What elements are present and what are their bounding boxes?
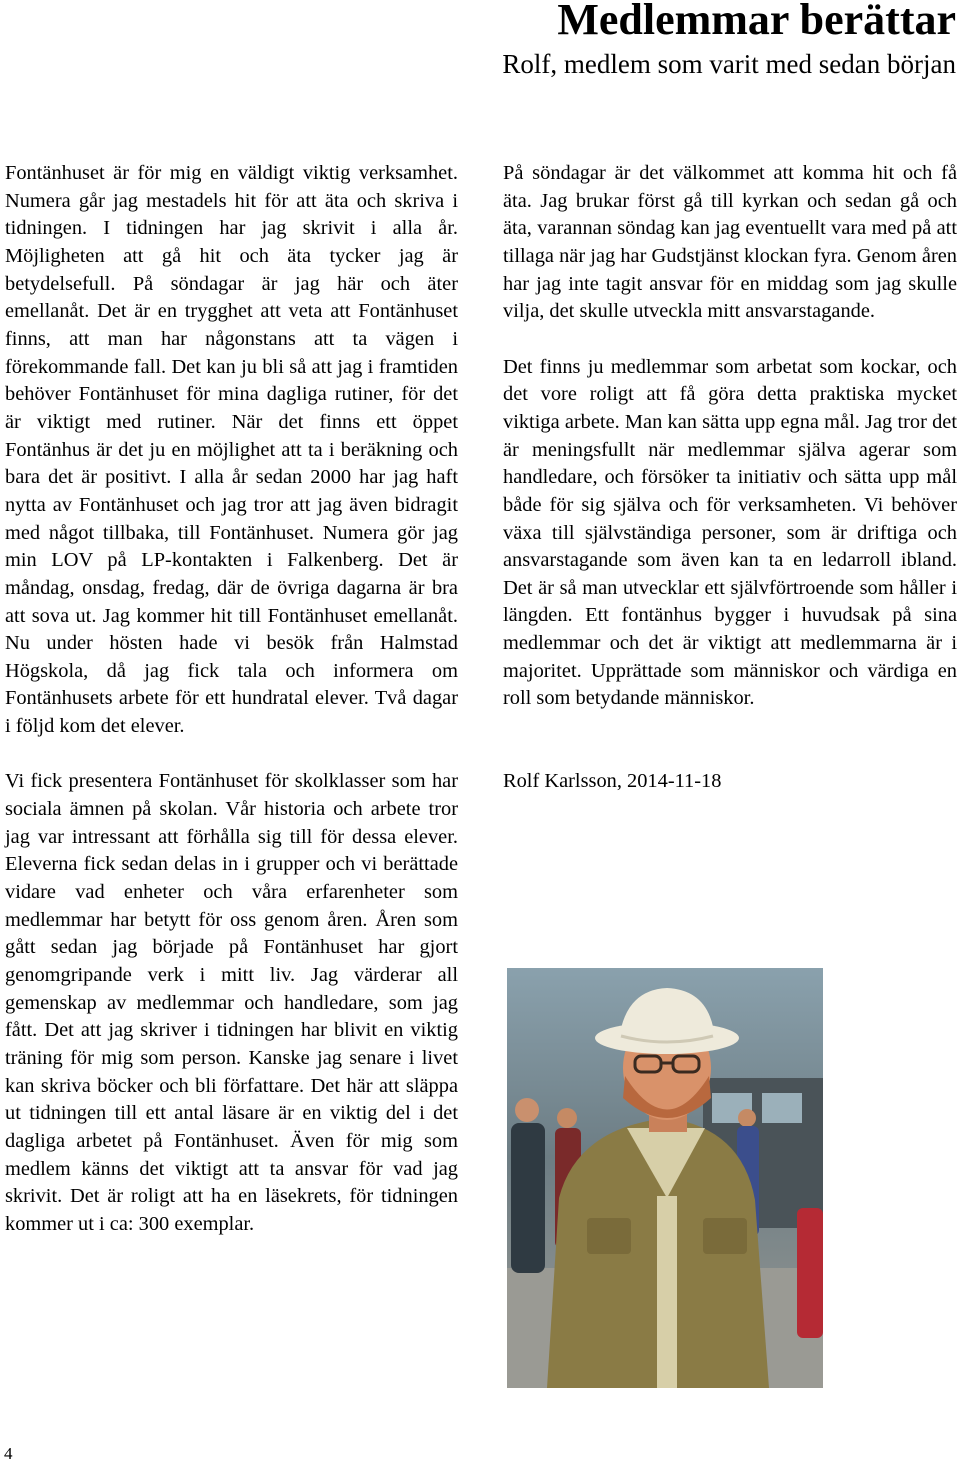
left-paragraph-2: Vi fick presentera Fontänhuset för skolklasser som har sociala ämnen på skolan. Vår historia och arbete tror jag var intressant att förhålla sig till för dessa elever. Eleverna fick sedan delas in i grupper och vi berättade vidare vad enheter och våra erfarenheter som medlemmar har betytt för oss genom åren. Åren som gått sedan jag började på Fontänhuset har gjort genomgripande verk i mitt liv. Jag värderar all gemenskap av medlemmar och handledare, som jag fått. Det att jag skriver i tidningen har blivit en viktig träning för mig som person. Kanske jag senare i livet kan skriva böcker och bli författare. Det här att släppa ut tidningen till ett antal läsare är en viktig del i det dagliga arbetet på Fontänhuset. Även för mig som medlem känns det viktigt att ta ansvar för vad jag skrivit. Det är roligt att ha en läsekrets, för tidningen kommer ut i ca: 300 exemplar. bbox=[5, 770, 458, 1235]
right-paragraph-1: På söndagar är det välkommet att komma hit och få äta. Jag brukar först gå till kyrkan och sedan gå och äta, varannan söndag kan jag eventuellt vara med på att tillaga när jag har Gudstjänst klockan fyra. Genom åren har jag inte tagit ansvar för en middag som jag skulle vilja, det skulle utveckla mitt ansvarstagande. bbox=[503, 162, 957, 323]
page-title: Medlemmar berättar bbox=[557, 0, 956, 44]
header bbox=[502, 0, 956, 80]
right-column bbox=[503, 160, 957, 796]
page-number: 4 bbox=[4, 1444, 13, 1463]
left-column bbox=[5, 160, 458, 1239]
left-paragraph-1: Fontänhuset är för mig en väldigt viktig verksamhet. Numera går jag mestadels hit för att äta och skriva i tidningen. I tidningen har jag skrivit i alla år. Möjligheten att gå hit och äta tycker jag är betydelsefull. På söndagar är jag här och äter emellanåt. Det är en trygghet att veta att Fontänhuset finns, att man har någonstans att ta vägen i förekommande fall. Det kan ju bli så att jag i framtiden behöver Fontänhuset för mina dagliga rutiner, för det är viktigt med rutiner. När det finns ett öppet Fontänhus är det ju en möjlighet att ta i beräkning och bara det är positivt. I alla år sedan 2000 har jag haft nytta av Fontänhuset och jag tror att jag även bidragit med något tillbaka, till Fontänhuset. Numera gör jag min LOV på LP-kontakten i Falkenberg. Det är måndag, onsdag, fredag, där de övriga dagarna är bra att sova ut. Jag kommer hit till Fontänhuset emellanåt. Nu under hösten hade vi besök från Halmstad Högskola, då jag fick tala och informera om Fontänhusets arbete för ett hundratal elever. Två dagar i följd kom det elever. bbox=[5, 162, 458, 738]
portrait-photo-icon bbox=[507, 968, 823, 1388]
author-signature: Rolf Karlsson, 2014-11-18 bbox=[503, 770, 722, 793]
page-subtitle: Rolf, medlem som varit med sedan början bbox=[502, 49, 956, 79]
right-paragraph-2: Det finns ju medlemmar som arbetat som kockar, och det vore roligt att få göra detta praktiska mycket viktiga arbete. Man kan sätta upp egna mål. Jag tror det är meningsfullt när medlemmar själva agerar som handledare, och försöker ta initiativ och sätta upp mål både för sig själva och för verksamheten. Vi behöver växa till självständiga personer, som är driftiga och ansvarstagande som även kan ta en ledarroll ibland. Det är så man utvecklar ett självförtroende som håller i längden. Ett fontänhus bygger i huvudsak på sina medlemmar och det är viktigt att medlemmarna är i majoritet. Upprättade som människor och värdiga en roll som betydande människor. bbox=[503, 355, 957, 710]
portrait-photo bbox=[507, 968, 823, 1388]
